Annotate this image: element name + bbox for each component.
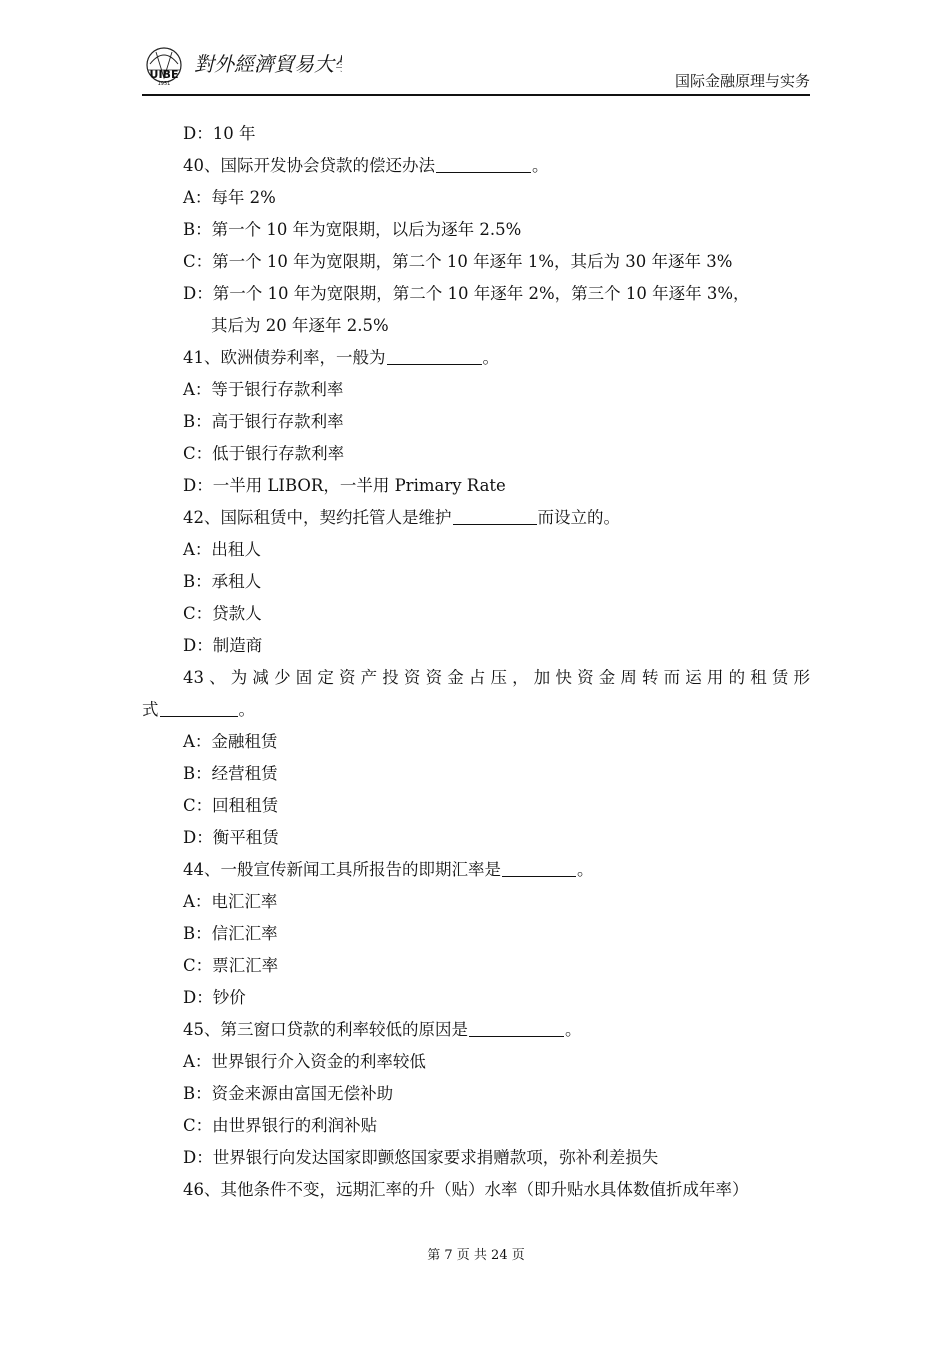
line-text: 41、欧洲债券利率，一般为 — [183, 348, 386, 367]
line-text: C：第一个 10 年为宽限期，第二个 10 年逐年 1%，其后为 30 年逐年 3% — [183, 252, 733, 271]
line-text: 其后为 20 年逐年 2.5% — [211, 316, 389, 335]
line-text: C：贷款人 — [183, 604, 262, 623]
fill-in-blank — [436, 152, 531, 173]
fill-in-blank — [469, 1016, 564, 1037]
line-text: 42、国际租赁中，契约托管人是维护 — [183, 508, 452, 527]
page-header — [142, 42, 810, 96]
line-text: 45、第三窗口贷款的利率较低的原因是 — [183, 1020, 468, 1039]
content-line — [142, 1110, 810, 1142]
line-text: A：金融租赁 — [183, 732, 278, 751]
line-text: B：资金来源由富国无偿补助 — [183, 1084, 394, 1103]
content-line — [142, 918, 810, 950]
line-tail: 。 — [565, 1020, 582, 1039]
content-line — [142, 406, 810, 438]
content-line — [142, 150, 810, 182]
content-line — [142, 662, 810, 694]
line-text: 43、为减少固定资产投资资金占压，加快资金周转而运用的租赁形 — [183, 668, 810, 687]
line-text: D：世界银行向发达国家即颤悠国家要求捐赠款项，弥补利差损失 — [183, 1148, 659, 1167]
content-line — [142, 1014, 810, 1046]
logo-abbr: UIBE — [149, 68, 179, 81]
content-line — [142, 502, 810, 534]
content-line — [142, 630, 810, 662]
question-list — [142, 118, 810, 1206]
fill-in-blank — [502, 856, 576, 877]
line-text: B：承租人 — [183, 572, 262, 591]
line-tail: 而设立的。 — [537, 508, 620, 527]
logo-year: 1951 — [157, 81, 171, 87]
content-line — [142, 566, 810, 598]
line-text: A：世界银行介入资金的利率较低 — [183, 1052, 426, 1071]
line-text: B：信汇汇率 — [183, 924, 278, 943]
content-line — [142, 438, 810, 470]
content-line — [142, 470, 810, 502]
line-text: D：钞价 — [183, 988, 246, 1007]
content-line — [142, 342, 810, 374]
line-tail: 。 — [577, 860, 594, 879]
header-rule — [142, 94, 810, 96]
line-text: C：回租租赁 — [183, 796, 279, 815]
content-line — [142, 758, 810, 790]
content-line — [142, 118, 810, 150]
content-line — [142, 982, 810, 1014]
line-text: C：低于银行存款利率 — [183, 444, 345, 463]
content-line — [142, 1046, 810, 1078]
line-text: B：经营租赁 — [183, 764, 278, 783]
line-text: A：等于银行存款利率 — [183, 380, 344, 399]
line-text: A：每年 2% — [183, 188, 276, 207]
page-footer: 第 7 页 共 24 页 — [427, 1248, 525, 1263]
line-text: D：衡平租赁 — [183, 828, 279, 847]
content-line — [142, 726, 810, 758]
content-line — [142, 886, 810, 918]
line-text: D：一半用 LIBOR，一半用 Primary Rate — [183, 476, 506, 495]
content-line — [142, 214, 810, 246]
line-text: D：制造商 — [183, 636, 263, 655]
content-line — [142, 310, 810, 342]
fill-in-blank — [453, 504, 537, 525]
line-tail: 。 — [238, 700, 255, 719]
content-line — [142, 694, 810, 726]
content-line — [142, 854, 810, 886]
content-line — [142, 246, 810, 278]
content-line — [142, 374, 810, 406]
line-text: C：票汇汇率 — [183, 956, 279, 975]
content-line — [142, 1142, 810, 1174]
fill-in-blank — [387, 344, 482, 365]
line-text: B：第一个 10 年为宽限期，以后为逐年 2.5% — [183, 220, 522, 239]
content-line — [142, 790, 810, 822]
line-text: 44、一般宣传新闻工具所报告的即期汇率是 — [183, 860, 501, 879]
content-line — [142, 822, 810, 854]
line-text: D：10 年 — [183, 124, 256, 143]
course-title: 国际金融原理与实务 — [674, 72, 810, 90]
line-text: B：高于银行存款利率 — [183, 412, 344, 431]
line-text: A：出租人 — [183, 540, 261, 559]
line-text: 式 — [142, 700, 159, 719]
fill-in-blank — [160, 696, 238, 717]
line-text: 40、国际开发协会贷款的偿还办法 — [183, 156, 435, 175]
line-tail: 。 — [482, 348, 499, 367]
logo-university-name: 對外經濟貿易大學 — [194, 52, 342, 76]
content-line — [142, 278, 810, 310]
uibe-logo-icon — [142, 42, 342, 88]
content-line — [142, 534, 810, 566]
content-line — [142, 1174, 810, 1206]
university-logo — [142, 42, 342, 88]
content-line — [142, 598, 810, 630]
line-text: A：电汇汇率 — [183, 892, 278, 911]
content-line — [142, 182, 810, 214]
line-text: C：由世界银行的利润补贴 — [183, 1116, 378, 1135]
line-text: 46、其他条件不变，远期汇率的升（贴）水率（即升贴水具体数值折成年率） — [183, 1180, 749, 1199]
content-line — [142, 1078, 810, 1110]
content-line — [142, 950, 810, 982]
line-text: D：第一个 10 年为宽限期，第二个 10 年逐年 2%，第三个 10 年逐年 3%， — [183, 284, 750, 303]
line-tail: 。 — [532, 156, 549, 175]
